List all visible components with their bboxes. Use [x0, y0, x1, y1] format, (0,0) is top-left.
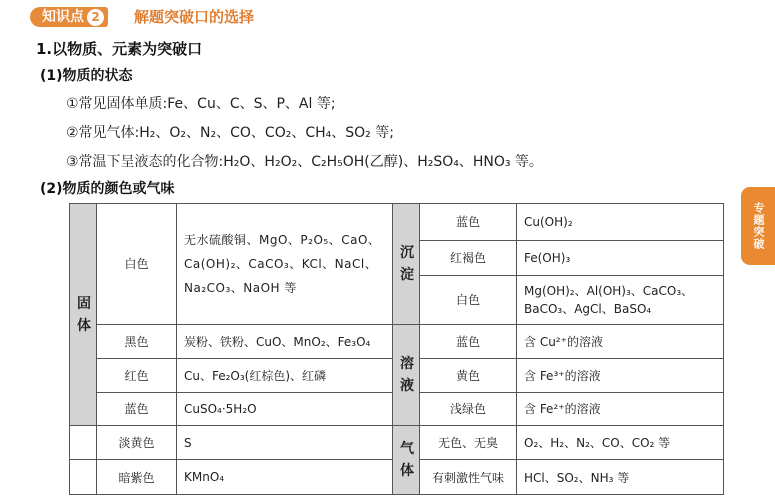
- precipitate-items: Cu(OH)₂: [517, 204, 724, 241]
- solid-color: 淡黄色: [97, 426, 177, 460]
- gas-property: 有刺激性气味: [420, 460, 517, 495]
- section-banner: [0, 0, 775, 34]
- solid-group-spacer: [70, 426, 97, 460]
- solid-color: 红色: [97, 358, 177, 392]
- subsection-color-title: (2)物质的颜色或气味: [40, 181, 175, 197]
- solid-items: 无水硫酸铜、MgO、P₂O₅、CaO、Ca(OH)₂、CaCO₃、KCl、NaCl、Na₂CO₃、NaOH 等: [177, 204, 393, 325]
- precipitate-items: Mg(OH)₂、Al(OH)₃、CaCO₃、BaCO₃、AgCl、BaSO₄: [517, 275, 724, 324]
- gas-group-label: 气体: [393, 426, 420, 495]
- solid-items: 炭粉、铁粉、CuO、MnO₂、Fe₃O₄: [177, 324, 393, 358]
- precipitate-group-label: 沉淀: [393, 204, 420, 325]
- subsection-state-title: (1)物质的状态: [40, 68, 133, 84]
- precipitate-color: 红褐色: [420, 240, 517, 275]
- solution-items: 含 Fe³⁺的溶液: [517, 358, 724, 392]
- solid-items: KMnO₄: [177, 460, 393, 495]
- solution-items: 含 Fe²⁺的溶液: [517, 392, 724, 426]
- gas-items: HCl、SO₂、NH₃ 等: [517, 460, 724, 495]
- state-line-3: ③常温下呈液态的化合物:H₂O、H₂O₂、C₂H₅OH(乙醇)、H₂SO₄、HNO₃ 等。: [66, 154, 543, 170]
- precipitate-color: 蓝色: [420, 204, 517, 241]
- precipitate-items: Fe(OH)₃: [517, 240, 724, 275]
- color-odor-table: [69, 203, 724, 495]
- solid-items: S: [177, 426, 393, 460]
- banner-title: 解题突破口的选择: [134, 8, 255, 26]
- precipitate-color: 白色: [420, 275, 517, 324]
- solid-group-spacer: [70, 460, 97, 495]
- solid-color: 暗紫色: [97, 460, 177, 495]
- tag-number: 2: [87, 9, 104, 26]
- state-line-1: ①常见固体单质:Fe、Cu、C、S、P、Al 等;: [66, 96, 336, 112]
- side-tab[interactable]: 专题突破: [741, 187, 775, 265]
- solid-color: 白色: [97, 204, 177, 325]
- solid-color: 黑色: [97, 324, 177, 358]
- solution-items: 含 Cu²⁺的溶液: [517, 324, 724, 358]
- gas-items: O₂、H₂、N₂、CO、CO₂ 等: [517, 426, 724, 460]
- solid-items: CuSO₄·5H₂O: [177, 392, 393, 426]
- solid-items: Cu、Fe₂O₃(红棕色)、红磷: [177, 358, 393, 392]
- solid-group-label: 固体: [70, 204, 97, 426]
- knowledge-point-tag: [30, 7, 108, 27]
- gas-property: 无色、无臭: [420, 426, 517, 460]
- solution-color: 蓝色: [420, 324, 517, 358]
- solid-color: 蓝色: [97, 392, 177, 426]
- section-title: 1.以物质、元素为突破口: [36, 40, 203, 58]
- state-line-2: ②常见气体:H₂、O₂、N₂、CO、CO₂、CH₄、SO₂ 等;: [66, 125, 394, 141]
- solution-color: 浅绿色: [420, 392, 517, 426]
- solution-color: 黄色: [420, 358, 517, 392]
- solution-group-label: 溶液: [393, 324, 420, 425]
- tag-label: 知识点: [42, 9, 84, 25]
